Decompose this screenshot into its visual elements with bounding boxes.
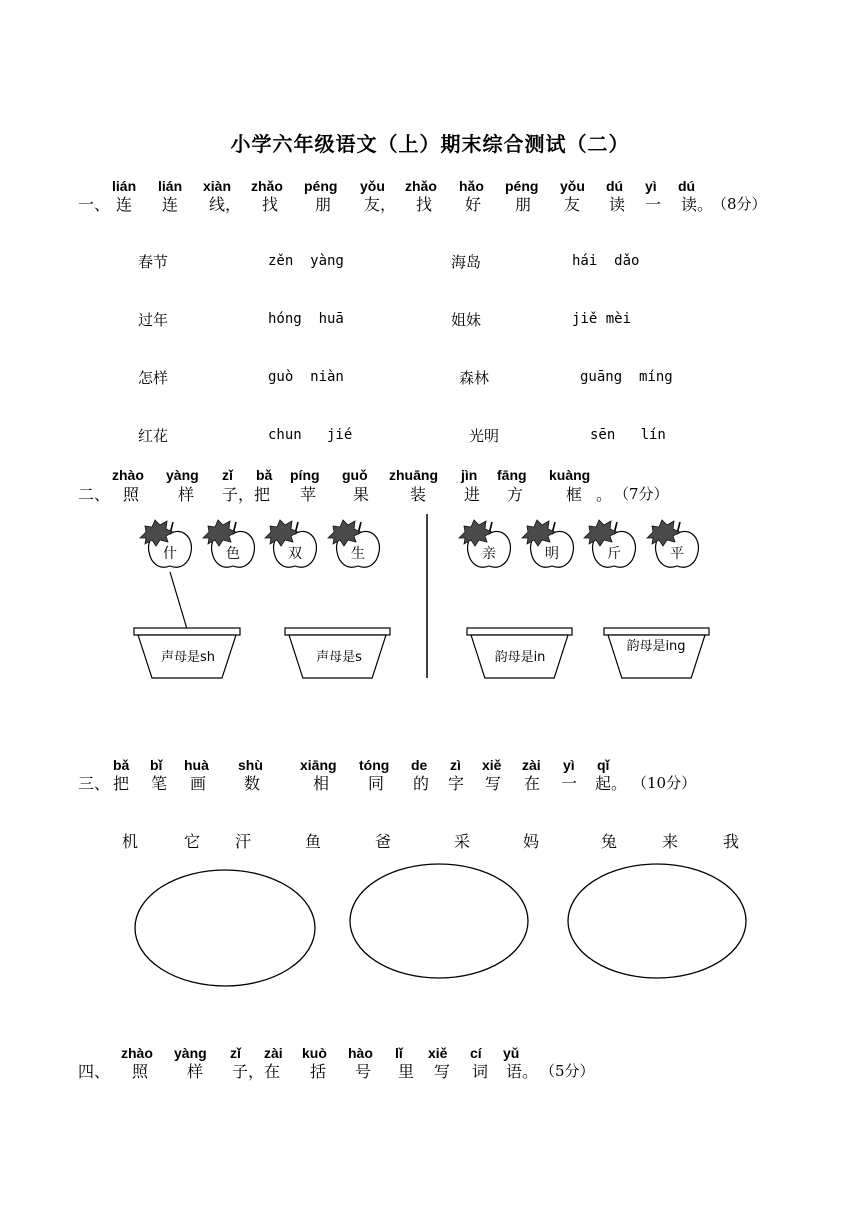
word-right: 姐妹 xyxy=(451,311,482,329)
hanzi: 号 xyxy=(355,1062,372,1081)
pinyin: jìn xyxy=(461,467,478,483)
pinyin: bǐ xyxy=(150,757,163,773)
pinyin: lián xyxy=(112,178,137,194)
word-char: 鱼 xyxy=(305,832,322,851)
hanzi: 在 xyxy=(524,774,541,793)
pinyin-left: hóng huā xyxy=(268,311,344,327)
hanzi: 的 xyxy=(413,774,430,793)
word-char: 机 xyxy=(122,832,139,851)
hanzi: 一 xyxy=(645,195,662,214)
hanzi: 写 xyxy=(434,1062,451,1081)
bowl-label: 韵母是in xyxy=(494,650,546,665)
hanzi: 线， xyxy=(209,195,242,214)
hanzi: 好 xyxy=(465,195,482,214)
pinyin: yǒu xyxy=(360,178,385,194)
apple-char: 生 xyxy=(351,546,365,562)
pinyin: qǐ xyxy=(597,757,610,773)
hanzi: 相 xyxy=(313,774,330,793)
apple-char: 平 xyxy=(670,546,684,562)
hanzi: 。 xyxy=(596,485,613,504)
pinyin-right: sēn lín xyxy=(590,427,666,443)
score: （10分） xyxy=(632,774,697,792)
word-char: 采 xyxy=(454,832,471,851)
pinyin: bǎ xyxy=(113,757,130,773)
pinyin: dú xyxy=(678,178,696,194)
hanzi: 苹 xyxy=(300,485,317,504)
hanzi: 照 xyxy=(132,1062,149,1081)
pinyin: xiě xyxy=(428,1045,448,1061)
pinyin: yǔ xyxy=(503,1045,520,1061)
word-char: 兔 xyxy=(601,832,618,851)
pinyin: zhǎo xyxy=(405,178,437,194)
pinyin: zài xyxy=(264,1045,283,1061)
hanzi: 进 xyxy=(464,485,481,504)
word-right: 海岛 xyxy=(451,253,482,271)
pinyin: huà xyxy=(184,757,209,773)
pinyin: xiàn xyxy=(203,178,232,194)
pinyin: píng xyxy=(290,467,320,483)
word-left: 过年 xyxy=(138,311,169,329)
hanzi: 里 xyxy=(398,1062,415,1081)
pinyin: shù xyxy=(238,757,263,773)
hanzi: 果 xyxy=(353,485,370,504)
pinyin: zhào xyxy=(121,1045,153,1061)
pinyin: péng xyxy=(304,178,338,194)
pinyin: yàng xyxy=(166,467,199,483)
word-char: 它 xyxy=(184,832,201,851)
hanzi: 样 xyxy=(187,1062,204,1081)
word-left: 春节 xyxy=(138,253,169,271)
score: （7分） xyxy=(614,485,669,503)
pinyin: zhào xyxy=(112,467,144,483)
hanzi: 找 xyxy=(416,195,433,214)
apple-char: 亲 xyxy=(482,546,496,562)
pinyin: yì xyxy=(563,757,575,773)
hanzi: 子，在 xyxy=(232,1062,281,1081)
apple-char: 什 xyxy=(163,546,177,562)
hanzi: 读 xyxy=(609,195,626,214)
pinyin-left: guò niàn xyxy=(268,369,344,385)
pinyin-left: chun jié xyxy=(268,427,353,443)
hanzi: 样 xyxy=(178,485,195,504)
pinyin-left: zěn yàng xyxy=(268,253,344,269)
hanzi: 把 xyxy=(113,774,130,793)
hanzi: 子，把 xyxy=(222,485,271,504)
section-number: 四、 xyxy=(78,1062,111,1081)
word-right: 森林 xyxy=(459,369,490,387)
apple-char: 斤 xyxy=(607,546,621,562)
hanzi: 友 xyxy=(564,195,581,214)
pinyin: bǎ xyxy=(256,467,273,483)
apple-char: 明 xyxy=(545,546,559,562)
answer-oval-2[interactable] xyxy=(350,864,528,978)
hanzi: 起。 xyxy=(595,774,628,793)
bowl-label: 声母是sh xyxy=(160,650,215,665)
word-left: 怎样 xyxy=(138,369,169,387)
pinyin: lián xyxy=(158,178,183,194)
pinyin: zhǎo xyxy=(251,178,283,194)
hanzi: 连 xyxy=(116,195,133,214)
pinyin: hào xyxy=(348,1045,373,1061)
pinyin: tóng xyxy=(359,757,390,773)
pinyin: guǒ xyxy=(342,467,368,483)
pinyin: zì xyxy=(450,757,461,773)
hanzi: 方 xyxy=(507,485,524,504)
hanzi: 数 xyxy=(244,774,261,793)
hanzi: 括 xyxy=(310,1062,327,1081)
word-char: 妈 xyxy=(523,832,540,851)
answer-oval-3[interactable] xyxy=(568,864,746,978)
hanzi: 连 xyxy=(162,195,179,214)
pinyin: zhuāng xyxy=(389,467,438,483)
section-number: 一、 xyxy=(78,195,111,214)
word-char: 来 xyxy=(662,832,679,851)
section-number: 三、 xyxy=(78,774,111,793)
word-left: 红花 xyxy=(138,427,169,445)
pinyin: dú xyxy=(606,178,624,194)
apple-char: 色 xyxy=(226,546,240,562)
pinyin-right: guāng míng xyxy=(580,369,673,385)
pinyin: kuàng xyxy=(549,467,591,483)
hanzi: 写 xyxy=(485,774,502,793)
hanzi: 语。 xyxy=(506,1062,539,1081)
word-right: 光明 xyxy=(469,427,500,445)
hanzi: 框 xyxy=(566,485,583,504)
pinyin-right: jiě mèi xyxy=(572,311,632,327)
pinyin: yàng xyxy=(174,1045,207,1061)
word-char: 爸 xyxy=(375,832,392,851)
pinyin: fāng xyxy=(497,467,527,483)
pinyin: xiě xyxy=(482,757,502,773)
pinyin: lǐ xyxy=(395,1045,403,1061)
pinyin: cí xyxy=(470,1045,482,1061)
hanzi: 友， xyxy=(364,195,397,214)
word-char: 汗 xyxy=(235,832,252,851)
bowl-label: 韵母是ing xyxy=(626,639,686,654)
hanzi: 同 xyxy=(368,774,385,793)
pinyin: péng xyxy=(505,178,539,194)
pinyin: zǐ xyxy=(222,467,233,483)
pinyin-right: hái dǎo xyxy=(572,253,640,269)
pinyin: de xyxy=(411,757,428,773)
word-char: 我 xyxy=(723,832,740,851)
hanzi: 画 xyxy=(190,774,207,793)
answer-oval-1[interactable] xyxy=(135,870,315,986)
hanzi: 照 xyxy=(123,485,140,504)
bowl-label: 声母是s xyxy=(316,650,362,665)
hanzi: 笔 xyxy=(151,774,168,793)
pinyin: kuò xyxy=(302,1045,327,1061)
page-title: 小学六年级语文（上）期末综合测试（二） xyxy=(230,132,630,156)
apple-char: 双 xyxy=(288,546,302,562)
score: （5分） xyxy=(540,1062,595,1080)
pinyin: hǎo xyxy=(459,178,484,194)
hanzi: 朋 xyxy=(515,195,532,214)
hanzi: 朋 xyxy=(315,195,332,214)
section-number: 二、 xyxy=(78,485,111,504)
hanzi: 词 xyxy=(472,1062,489,1081)
score: （8分） xyxy=(712,195,767,213)
hanzi: 一 xyxy=(561,774,578,793)
pinyin: xiāng xyxy=(300,757,337,773)
pinyin: zài xyxy=(522,757,541,773)
hanzi: 找 xyxy=(262,195,279,214)
hanzi: 读。 xyxy=(681,195,714,214)
hanzi: 装 xyxy=(410,485,427,504)
pinyin: zǐ xyxy=(230,1045,241,1061)
pinyin: yì xyxy=(645,178,657,194)
pinyin: yǒu xyxy=(560,178,585,194)
hanzi: 字 xyxy=(448,774,465,793)
